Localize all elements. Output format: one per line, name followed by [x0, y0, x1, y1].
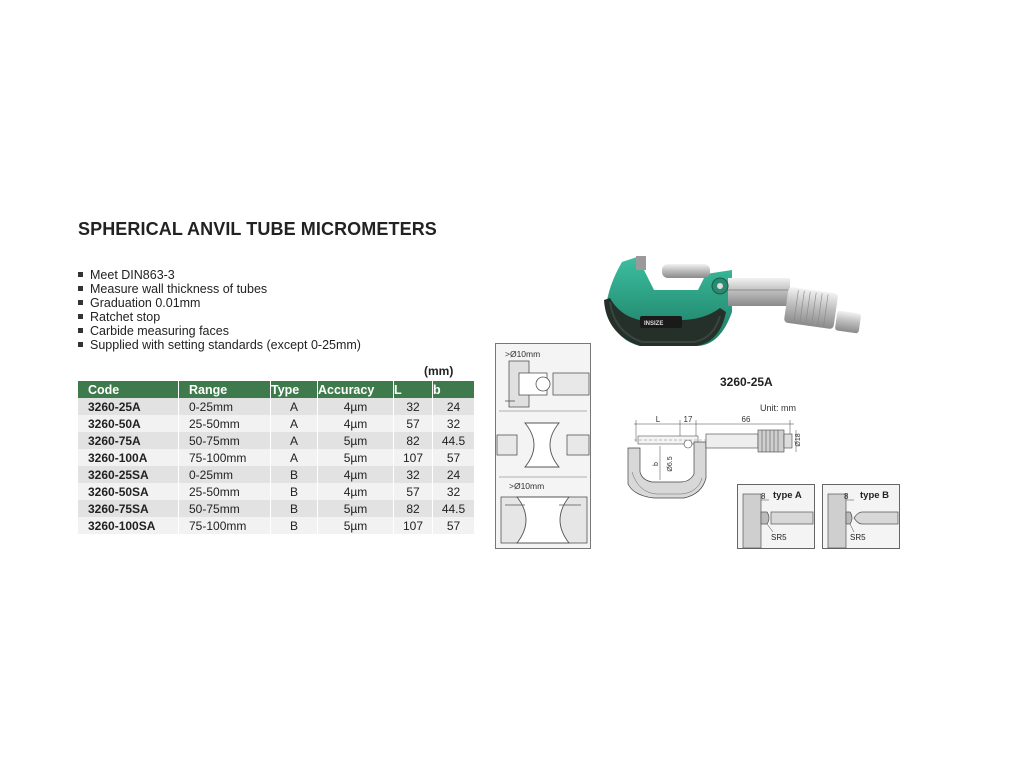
cell-range: 25-50mm: [179, 483, 271, 500]
cell-accuracy: 5µm: [318, 517, 394, 534]
table-row: [78, 432, 475, 449]
cell-l: 82: [394, 432, 433, 449]
type-a-dim: 8: [761, 492, 766, 501]
table-row: [78, 500, 475, 517]
feature-item: Graduation 0.01mm: [78, 296, 361, 310]
cell-code: 3260-25A: [78, 398, 179, 415]
cell-accuracy: 4µm: [318, 398, 394, 415]
feature-item: Ratchet stop: [78, 310, 361, 324]
cell-accuracy: 5µm: [318, 500, 394, 517]
cell-type: A: [271, 415, 318, 432]
cell-type: B: [271, 466, 318, 483]
usage-label-bottom: >Ø10mm: [509, 481, 545, 491]
dim-d18-label: Ø18: [795, 433, 802, 447]
cell-b: 24: [433, 466, 475, 483]
table-row: [78, 398, 475, 415]
cell-l: 107: [394, 449, 433, 466]
cell-type: A: [271, 432, 318, 449]
cell-l: 32: [394, 466, 433, 483]
cell-range: 50-75mm: [179, 500, 271, 517]
cell-type: B: [271, 483, 318, 500]
cell-b: 57: [433, 449, 475, 466]
model-label: 3260-25A: [720, 375, 773, 389]
cell-accuracy: 4µm: [318, 466, 394, 483]
cell-b: 24: [433, 398, 475, 415]
header-accuracy: Accuracy: [318, 381, 394, 398]
cell-b: 32: [433, 415, 475, 432]
header-l: L: [394, 381, 433, 398]
cell-range: 75-100mm: [179, 449, 271, 466]
cell-range: 50-75mm: [179, 432, 271, 449]
type-b-detail: [822, 484, 900, 550]
cell-b: 57: [433, 517, 475, 534]
cell-code: 3260-75A: [78, 432, 179, 449]
type-a-label: type A: [773, 490, 802, 501]
table-row: [78, 415, 475, 432]
brand-mark: INSIZE: [644, 321, 664, 327]
cell-l: 82: [394, 500, 433, 517]
usage-diagram: [495, 343, 591, 549]
cell-l: 57: [394, 415, 433, 432]
cell-code: 3260-25SA: [78, 466, 179, 483]
table-row: [78, 483, 475, 500]
header-type: Type: [271, 381, 318, 398]
table-row: [78, 466, 475, 483]
cell-range: 0-25mm: [179, 466, 271, 483]
feature-item: Carbide measuring faces: [78, 324, 361, 338]
cell-accuracy: 5µm: [318, 432, 394, 449]
dim-d65-label: Ø6.5: [667, 456, 674, 472]
micrometer-image: [600, 250, 866, 350]
cell-accuracy: 5µm: [318, 449, 394, 466]
cell-b: 44.5: [433, 500, 475, 517]
feature-item: Supplied with setting standards (except 0-25mm): [78, 338, 361, 352]
header-code: Code: [78, 381, 179, 398]
cell-type: A: [271, 449, 318, 466]
cell-range: 75-100mm: [179, 517, 271, 534]
header-range: Range: [179, 381, 271, 398]
cell-b: 32: [433, 483, 475, 500]
dim-66-label: 66: [741, 415, 751, 424]
dim-17-label: 17: [683, 415, 693, 424]
table-row: [78, 449, 475, 466]
cell-code: 3260-75SA: [78, 500, 179, 517]
cell-l: 107: [394, 517, 433, 534]
cell-accuracy: 4µm: [318, 483, 394, 500]
spec-table: [78, 381, 475, 534]
cell-type: A: [271, 398, 318, 415]
usage-label-top: >Ø10mm: [505, 349, 541, 359]
drawing-unit-label: Unit: mm: [760, 403, 796, 413]
header-b: b: [433, 381, 475, 398]
cell-type: B: [271, 517, 318, 534]
cell-range: 0-25mm: [179, 398, 271, 415]
cell-l: 57: [394, 483, 433, 500]
table-header-row: [78, 381, 475, 398]
cell-accuracy: 4µm: [318, 415, 394, 432]
type-b-radius: SR5: [850, 533, 866, 542]
cell-code: 3260-50A: [78, 415, 179, 432]
dim-l-label: L: [655, 415, 661, 424]
feature-list: [78, 268, 361, 352]
cell-b: 44.5: [433, 432, 475, 449]
cell-code: 3260-100A: [78, 449, 179, 466]
table-unit-note: (mm): [424, 364, 454, 378]
cell-type: B: [271, 500, 318, 517]
feature-item: Measure wall thickness of tubes: [78, 282, 361, 296]
table-row: [78, 517, 475, 534]
type-b-label: type B: [860, 490, 890, 501]
cell-range: 25-50mm: [179, 415, 271, 432]
type-a-detail: [737, 484, 815, 550]
type-a-radius: SR5: [771, 533, 787, 542]
page-title: SPHERICAL ANVIL TUBE MICROMETERS: [78, 219, 437, 239]
type-b-dim: 8: [844, 492, 849, 501]
feature-item: Meet DIN863-3: [78, 268, 361, 282]
dim-b-label: b: [653, 462, 660, 466]
cell-code: 3260-50SA: [78, 483, 179, 500]
cell-code: 3260-100SA: [78, 517, 179, 534]
cell-l: 32: [394, 398, 433, 415]
